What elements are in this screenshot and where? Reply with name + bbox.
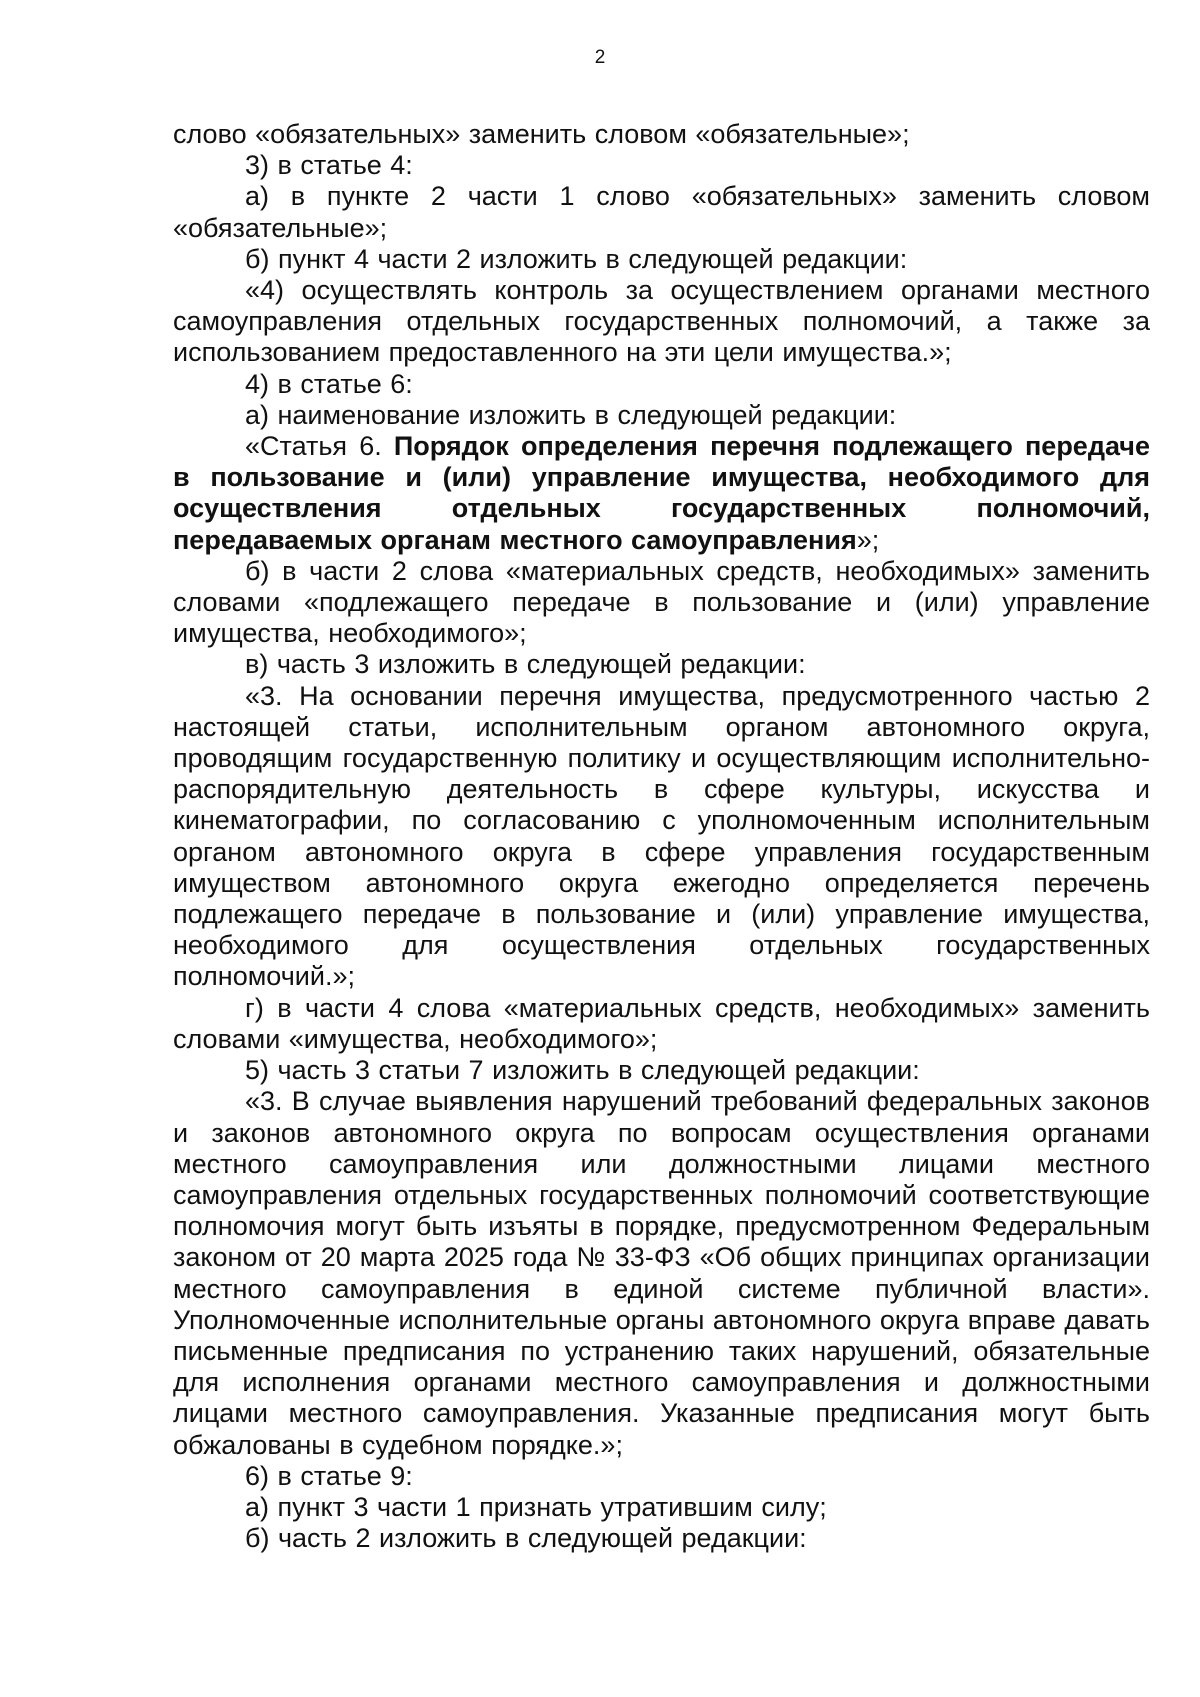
paragraph-quote-part-3: «3. На основании перечня имущества, предусмотренного частью 2 настоящей статьи, исполнительным органом автономного округа, проводящим государственную политику и осуществляющим исполнительно-распорядительную деятельность в сфере культуры, искусства и кинематографии, по согласованию с уполномоченным исполнительным органом автономного округа в сфере управления государственным имуществом автономного округа ежегодно определяется перечень подлежащего передаче в пользование и (или) управление имущества, необходимого для осуществления отдельных государственных полномочий.»; xyxy=(173,680,1150,992)
page-number: 2 xyxy=(594,47,606,68)
paragraph-item-4a: а) наименование изложить в следующей редакции: xyxy=(245,399,897,430)
paragraph-item-5: 5) часть 3 статьи 7 изложить в следующей редакции: xyxy=(245,1055,920,1086)
paragraph-item-3: 3) в статье 4: xyxy=(245,150,413,181)
paragraph-item-4g: г) в части 4 слова «материальных средств, необходимых» заменить словами «имущества, необходимого»; xyxy=(173,992,1150,1054)
paragraph-item-3a: а) в пункте 2 части 1 слово «обязательных» заменить словом «обязательные»; xyxy=(173,181,1150,243)
paragraph-item-6a: а) пункт 3 части 1 признать утратившим силу; xyxy=(245,1491,827,1522)
document-body xyxy=(173,119,1150,1554)
article-6-title: Порядок определения перечня подлежащего передаче в пользование и (или) управление имущества, необходимого для осуществления отдельных государственных полномочий, передаваемых органам местного самоуправления xyxy=(173,431,1150,555)
paragraph-item-6b: б) часть 2 изложить в следующей редакции: xyxy=(245,1523,807,1554)
paragraph-quote-article-7: «3. В случае выявления нарушений требований федеральных законов и законов автономного округа по вопросам осуществления органами местного самоуправления или должностными лицами местного самоуправления отдельных государственных полномочий соответствующие полномочия могут быть изъяты в порядке, предусмотренном Федеральным законом от 20 марта 2025 года № 33-ФЗ «Об общих принципах организации местного самоуправления в единой системе публичной власти». Уполномоченные исполнительные органы автономного округа вправе давать письменные предписания по устранению таких нарушений, обязательные для исполнения органами местного самоуправления и должностными лицами местного самоуправления. Указанные предписания могут быть обжалованы в судебном порядке.»; xyxy=(173,1086,1150,1460)
article-6-suffix: »; xyxy=(856,524,880,555)
paragraph-item-3b: б) пункт 4 части 2 изложить в следующей редакции: xyxy=(245,243,908,274)
paragraph-quote-4: «4) осуществлять контроль за осуществлением органами местного самоуправления отдельных государственных полномочий, а также за использованием предоставленного на эти цели имущества.»; xyxy=(173,275,1150,368)
paragraph-item-6: 6) в статье 9: xyxy=(245,1460,413,1491)
article-6-heading xyxy=(173,431,1150,556)
paragraph-continuation: слово «обязательных» заменить словом «обязательные»; xyxy=(173,119,910,149)
paragraph-item-4v: в) часть 3 изложить в следующей редакции: xyxy=(245,649,806,680)
paragraph-item-4: 4) в статье 6: xyxy=(245,368,413,399)
paragraph-item-4b: б) в части 2 слова «материальных средств, необходимых» заменить словами «подлежащего передаче в пользование и (или) управление имущества, необходимого»; xyxy=(173,555,1150,649)
article-6-prefix: «Статья 6. xyxy=(245,431,394,462)
